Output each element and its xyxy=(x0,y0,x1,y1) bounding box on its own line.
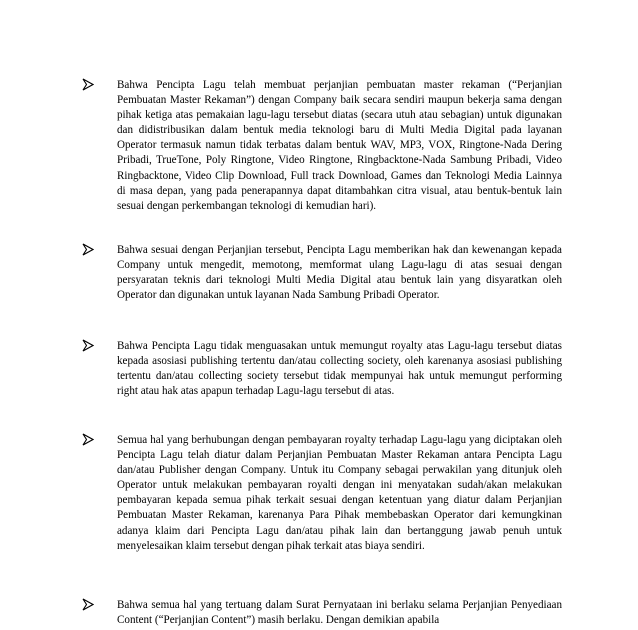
arrowhead-bullet-icon xyxy=(82,433,96,448)
arrowhead-bullet-icon xyxy=(82,339,96,354)
clause-text-2: Bahwa sesuai dengan Perjanjian tersebut, Pencipta Lagu memberikan hak dan kewenangan kepada Company untuk mengedit, memotong, memformat ulang Lagu-lagu di atas sesuai dengan persyaratan teknis dari teknologi Multi Media Digital atau bentuk lain yang disyaratkan oleh Operator dan digunakan untuk layanan Nada Sambung Pribadi Operator. xyxy=(117,244,562,302)
arrowhead-bullet-icon xyxy=(82,598,96,613)
clause-text-1: Bahwa Pencipta Lagu telah membuat perjanjian pembuatan master rekaman (“Perjanjian Pembuatan Master Rekaman”) dengan Company baik secara sendiri maupun bekerja sama dengan pihak ketiga atas pemakaian lagu-lagu tersebut diatas (secara utuh atau sebagian) untuk digunakan dan didistribusikan dalam bentuk media teknologi baru di Multi Media Digital pada layanan Operator termasuk namun tidak terbatas dalam bentuk WAV, MP3, VOX, Ringtone-Nada Dering Pribadi, TrueTone, Poly Ringtone, Video Ringtone, Ringbacktone-Nada Sambung Pribadi, Video Ringbacktone, Video Clip Download, Full track Download, Games dan Teknologi Media Lainnya di masa depan, yang pada penerapannya dapat ditambahkan citra visual, atau bentuk-bentuk lain sesuai dengan perkembangan teknologi di kemudian hari). xyxy=(117,79,562,212)
clause-text-4: Semua hal yang berhubungan dengan pembayaran royalty terhadap Lagu-lagu yang diciptakan oleh Pencipta Lagu telah diatur dalam Perjanjian Pembuatan Master Rekaman antara Pencipta Lagu dan/atau Publisher dengan Company. Untuk itu Company sebagai perwakilan yang ditunjuk oleh Operator untuk melakukan pembayaran royalti dengan ini menyatakan sudah/akan melakukan pembayaran kepada semua pihak terkait sesuai dengan ketentuan yang diatur dalam Perjanjian Pembuatan Master Rekaman, karenanya Para Pihak membebaskan Operator dari kemungkinan adanya klaim dari Pencipta Lagu dan/atau pihak lain dan bertanggung jawab penuh untuk menyelesaikan klaim tersebut dengan pihak terkait atas biaya sendiri. xyxy=(117,434,562,552)
arrowhead-bullet-icon xyxy=(82,78,96,93)
clause-text-3: Bahwa Pencipta Lagu tidak menguasakan untuk memungut royalty atas Lagu-lagu tersebut diatas kepada asosiasi publishing tertentu dan/atau collecting society, oleh karenanya asosiasi publishing tertentu dan/atau collecting society tersebut tidak mempunyai hak untuk memungut performing right atau hak atas apapun terhadap Lagu-lagu tersebut di atas. xyxy=(117,340,562,398)
arrowhead-bullet-icon xyxy=(82,243,96,258)
clause-text-5: Bahwa semua hal yang tertuang dalam Surat Pernyataan ini berlaku selama Perjanjian Penyediaan Content (“Perjanjian Content”) masih berlaku. Dengan demikian apabila xyxy=(117,599,562,627)
